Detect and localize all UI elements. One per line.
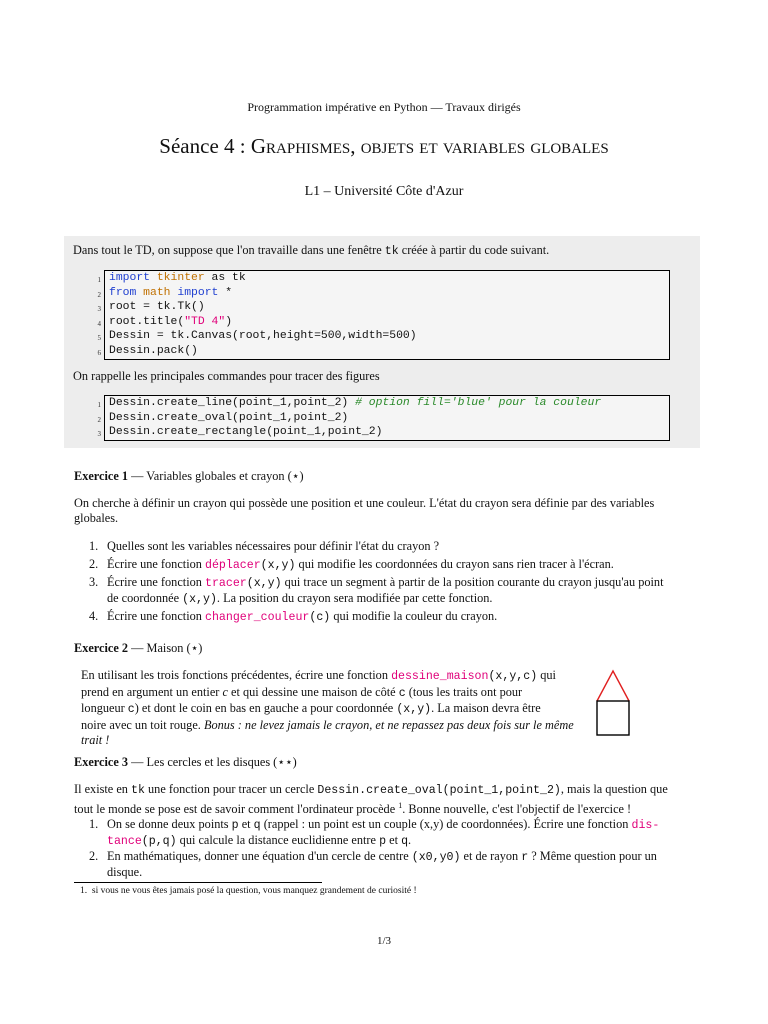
running-header: Programmation impérative en Python — Travaux dirigés <box>247 100 521 114</box>
code-token: "TD 4" <box>184 315 226 328</box>
line-number: 4 <box>97 319 101 328</box>
exercise-1-intro: On cherche à définir un crayon qui possède une position et une couleur. L'état du crayon sera définie par des variables globales. <box>74 496 655 525</box>
code-block-setup <box>97 270 670 360</box>
exercise-1-question-1: 1. Quelles sont les variables nécessaires pour définir l'état du crayon ? <box>89 539 440 553</box>
code-block-commands <box>97 395 670 441</box>
exercise-2-heading: Exercice 2 — Maison (⋆) <box>74 641 203 655</box>
house-walls <box>597 701 629 735</box>
line-number: 1 <box>97 401 101 409</box>
recall-text: On rappelle les principales commandes pour tracer des figures <box>73 369 380 383</box>
code-token: import <box>170 286 219 299</box>
line-number: 3 <box>97 430 101 439</box>
code-token: root = tk.Tk() <box>109 301 205 314</box>
code-token: Dessin.create_rectangle(point_1,point_2) <box>109 426 383 439</box>
code-token: Dessin = tk.Canvas(root,height=500,width=500) <box>109 330 417 343</box>
code-token: * <box>218 286 233 299</box>
code-token: Dessin.pack() <box>109 344 198 357</box>
code-token: Dessin.create_line(point_1,point_2) <box>109 397 356 409</box>
code-token: Dessin.create_oval(point_1,point_2) <box>109 411 349 424</box>
intro-text: Dans tout le TD, on suppose que l'on travaille dans une fenêtre tk créée à partir du code suivant. <box>73 243 550 258</box>
code-line <box>97 286 669 301</box>
line-number: 6 <box>97 348 101 357</box>
code-token: # option fill='blue' pour la couleur <box>355 397 602 409</box>
exercise-1-heading: Exercice 1 — Variables globales et crayon (⋆) <box>74 469 304 483</box>
page-number: 1/3 <box>376 935 392 947</box>
exercise-1-question-4: 4. Écrire une fonction changer_couleur(c) qui modifie la couleur du crayon. <box>89 609 498 624</box>
house-roof <box>597 671 629 701</box>
code-line <box>97 425 669 440</box>
line-number: 2 <box>97 290 101 299</box>
page-title <box>0 134 768 159</box>
exercise-3-question-1: 1. On se donne deux points p et q (rappel : un point est un couple (x,y) de coordonnées). Écrire une fonction dis- tance(p,q) qui calcule la distance euclidienne entre p et q. <box>89 817 660 848</box>
exercise-3-intro: Il existe en tk une fonction pour tracer un cercle Dessin.create_oval(point_1,point_2), mais la question que tout le monde se pose est de savoir comment l'ordinateur procède $^1$. Bonne nouvelle, c'est l'objectif de l'exercice ! <box>74 782 668 817</box>
code-line <box>97 315 669 330</box>
code-token: as tk <box>204 272 246 284</box>
exercise-1-question-2: 2. Écrire une fonction déplacer(x,y) qui modifie les coordonnées du crayon sans rien tracer à l'écran. <box>89 557 614 572</box>
code-token: from <box>109 286 137 299</box>
code-line <box>97 344 669 359</box>
exercise-1-question-3: 3. Écrire une fonction tracer(x,y) qui trace un segment à partir de la position courante du crayon jusqu'au point de coordonnée (x,y). La position du crayon sera modifiée par cette fonction. <box>89 575 664 606</box>
code-line <box>97 411 669 426</box>
exercise-2-text: En utilisant les trois fonctions précédentes, écrire une fonction dessine_maison(x,y,c) qui prend en argument un entier c et qui dessine une maison de côté c (tous les traits ont pour longueur c) et dont le coin en bas en gauche a pour coordonnée (x,y). La maison devra être noire avec un toit rouge. Bonus : ne levez jamais le crayon, et ne repassez pas deux fois sur le même trait ! <box>81 668 574 748</box>
line-number: 3 <box>97 305 101 314</box>
code-token: tkinter <box>150 272 205 284</box>
code-token: math <box>136 286 171 299</box>
exercise-3-question-2: 2. En mathématiques, donner une équation d'un cercle de centre (x0,y0) et de rayon r ? Même question pour un disque. <box>89 849 657 879</box>
title-prefix: Séance 4 : <box>159 134 251 158</box>
code-token: root.title( <box>109 315 185 328</box>
code-line <box>97 271 669 286</box>
code-token: import <box>109 272 151 284</box>
line-number: 1 <box>97 276 101 284</box>
exercise-3-heading: Exercice 3 — Les cercles et les disques (⋆⋆) <box>74 755 297 769</box>
title-main: Graphismes, objets et variables globales <box>250 134 609 158</box>
code-token: ) <box>225 315 233 328</box>
footnote-rule <box>74 882 322 883</box>
code-line <box>97 329 669 344</box>
line-number: 5 <box>97 334 101 343</box>
house-figure <box>592 668 634 740</box>
footnote: 1. si vous ne vous êtes jamais posé la question, vous manquez grandement de curiosité ! <box>80 886 417 896</box>
page-subtitle: L1 – Université Côte d'Azur <box>304 184 464 199</box>
code-line <box>97 300 669 315</box>
code-line <box>97 396 669 411</box>
line-number: 2 <box>97 415 101 424</box>
